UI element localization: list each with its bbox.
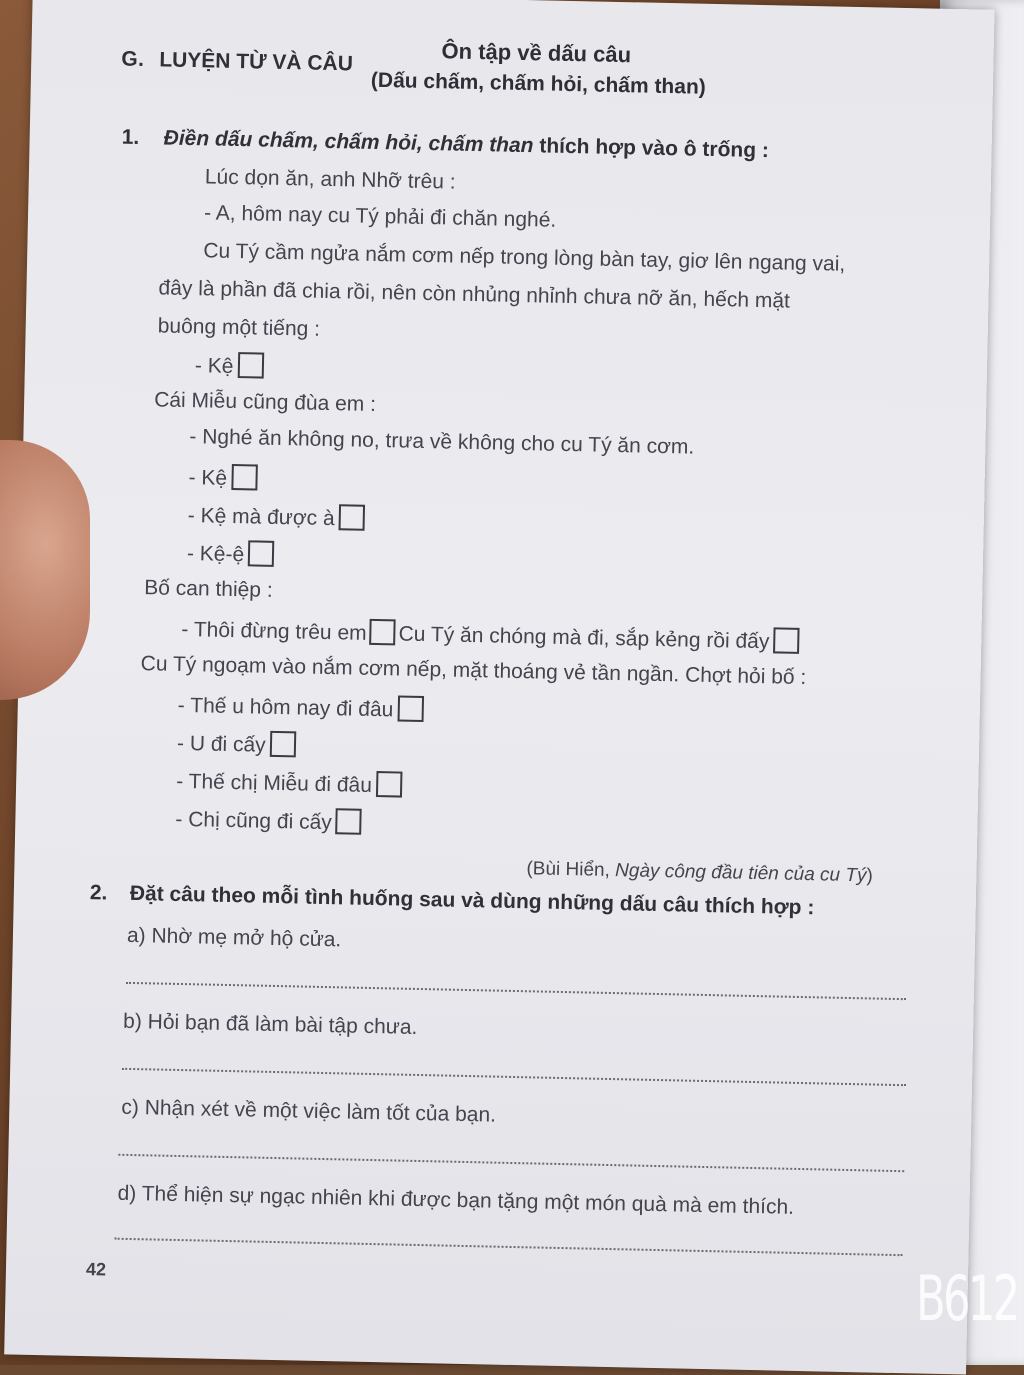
passage-line-with-box <box>178 691 424 723</box>
passage-line-with-box <box>187 539 275 568</box>
answer-line-d[interactable] <box>115 1238 903 1257</box>
answer-line-b[interactable] <box>122 1068 906 1086</box>
exercise-2-number: 2. <box>89 881 108 905</box>
answer-box[interactable] <box>338 504 365 531</box>
passage-line: đây là phần đã chia rồi, nên còn nhủng nhỉnh chưa nỡ ăn, hếch mặt <box>158 276 791 313</box>
answer-box[interactable] <box>376 771 403 798</box>
passage-line-with-box <box>176 767 402 799</box>
page-number: 42 <box>85 1259 107 1280</box>
line-text: - Chị cũng đi cấy <box>175 807 333 835</box>
source-credit <box>526 858 873 887</box>
answer-box[interactable] <box>237 352 264 379</box>
answer-line-c[interactable] <box>118 1154 904 1172</box>
passage-line: Bố can thiệp : <box>144 576 273 602</box>
credit-close: ) <box>866 865 874 887</box>
passage-line-with-box <box>175 805 362 836</box>
passage-line: - A, hôm nay cu Tý phải đi chăn nghé. <box>203 201 557 232</box>
line-text: - Kệ <box>194 354 234 378</box>
line-text: - Thôi đừng trêu em <box>181 617 367 645</box>
exercise-2-instruction: Đặt câu theo mỗi tình huống sau và dùng những dấu câu thích hợp : <box>129 881 815 920</box>
instruction-rest: thích hợp vào ô trống : <box>533 134 770 163</box>
passage-line-with-box <box>188 501 365 532</box>
watermark-logo: B612 <box>916 1262 1018 1335</box>
line-text: - Thế chị Miễu đi đâu <box>175 769 373 797</box>
section-title: LUYỆN TỪ VÀ CÂU <box>159 48 354 76</box>
line-text: - Kệ-ệ <box>186 542 245 567</box>
exercise-2-item-a: a) Nhờ mẹ mở hộ cửa. <box>126 923 342 952</box>
passage-line: Cu Tý ngoạm vào nắm cơm nếp, mặt thoáng vẻ tần ngần. Chợt hỏi bố : <box>140 652 807 690</box>
exercise-2-item-b: b) Hỏi bạn đã làm bài tập chưa. <box>122 1009 418 1039</box>
exercise-1-instruction <box>163 126 769 163</box>
answer-box[interactable] <box>231 464 258 491</box>
answer-box[interactable] <box>269 731 296 758</box>
answer-box[interactable] <box>397 695 424 722</box>
passage-line: - Nghé ăn không no, trưa về không cho cu Tý ăn cơm. <box>189 425 695 459</box>
exercise-2-item-d: d) Thể hiện sự ngạc nhiên khi được bạn tặng một món quà mà em thích. <box>117 1181 795 1219</box>
lesson-title: Ôn tập về dấu câu <box>441 38 632 68</box>
credit-work: Ngày công đầu tiên của cu Tý <box>614 860 867 887</box>
line-text: - Thế u hôm nay đi đâu <box>177 693 394 722</box>
passage-line: Cái Miễu cũng đùa em : <box>153 388 377 416</box>
passage-line-with-box <box>188 463 257 491</box>
line-text: - Kệ <box>188 466 228 490</box>
workbook-page <box>4 0 994 1375</box>
passage-line-with-box <box>177 729 296 758</box>
passage-line: Lúc dọn ăn, anh Nhỡ trêu : <box>204 165 456 194</box>
passage-line-with-boxes <box>181 615 800 655</box>
answer-box[interactable] <box>248 540 275 567</box>
answer-box[interactable] <box>336 808 363 835</box>
answer-line-a[interactable] <box>126 982 906 1000</box>
exercise-2-item-c: c) Nhận xét về một việc làm tốt của bạn. <box>121 1095 497 1127</box>
passage-line: Cu Tý cầm ngửa nắm cơm nếp trong lòng bàn tay, giơ lên ngang vai, <box>203 239 846 276</box>
passage-line-with-box <box>195 351 264 379</box>
credit-author: (Bùi Hiển, <box>526 858 616 882</box>
lesson-subtitle: (Dấu chấm, chấm hỏi, chấm than) <box>370 68 707 99</box>
instruction-italic: Điền dấu chấm, chấm hỏi, chấm than <box>163 126 534 158</box>
line-text: - U đi cấy <box>176 731 266 757</box>
section-code: G. <box>121 47 145 72</box>
passage-line: buông một tiếng : <box>157 314 321 341</box>
answer-box[interactable] <box>369 619 396 646</box>
answer-box[interactable] <box>773 627 800 654</box>
exercise-1-number: 1. <box>121 125 140 149</box>
line-text: - Kệ mà được à <box>187 504 335 531</box>
line-text: Cu Tý ăn chóng mà đi, sắp kẻng rồi đấy <box>398 622 770 654</box>
